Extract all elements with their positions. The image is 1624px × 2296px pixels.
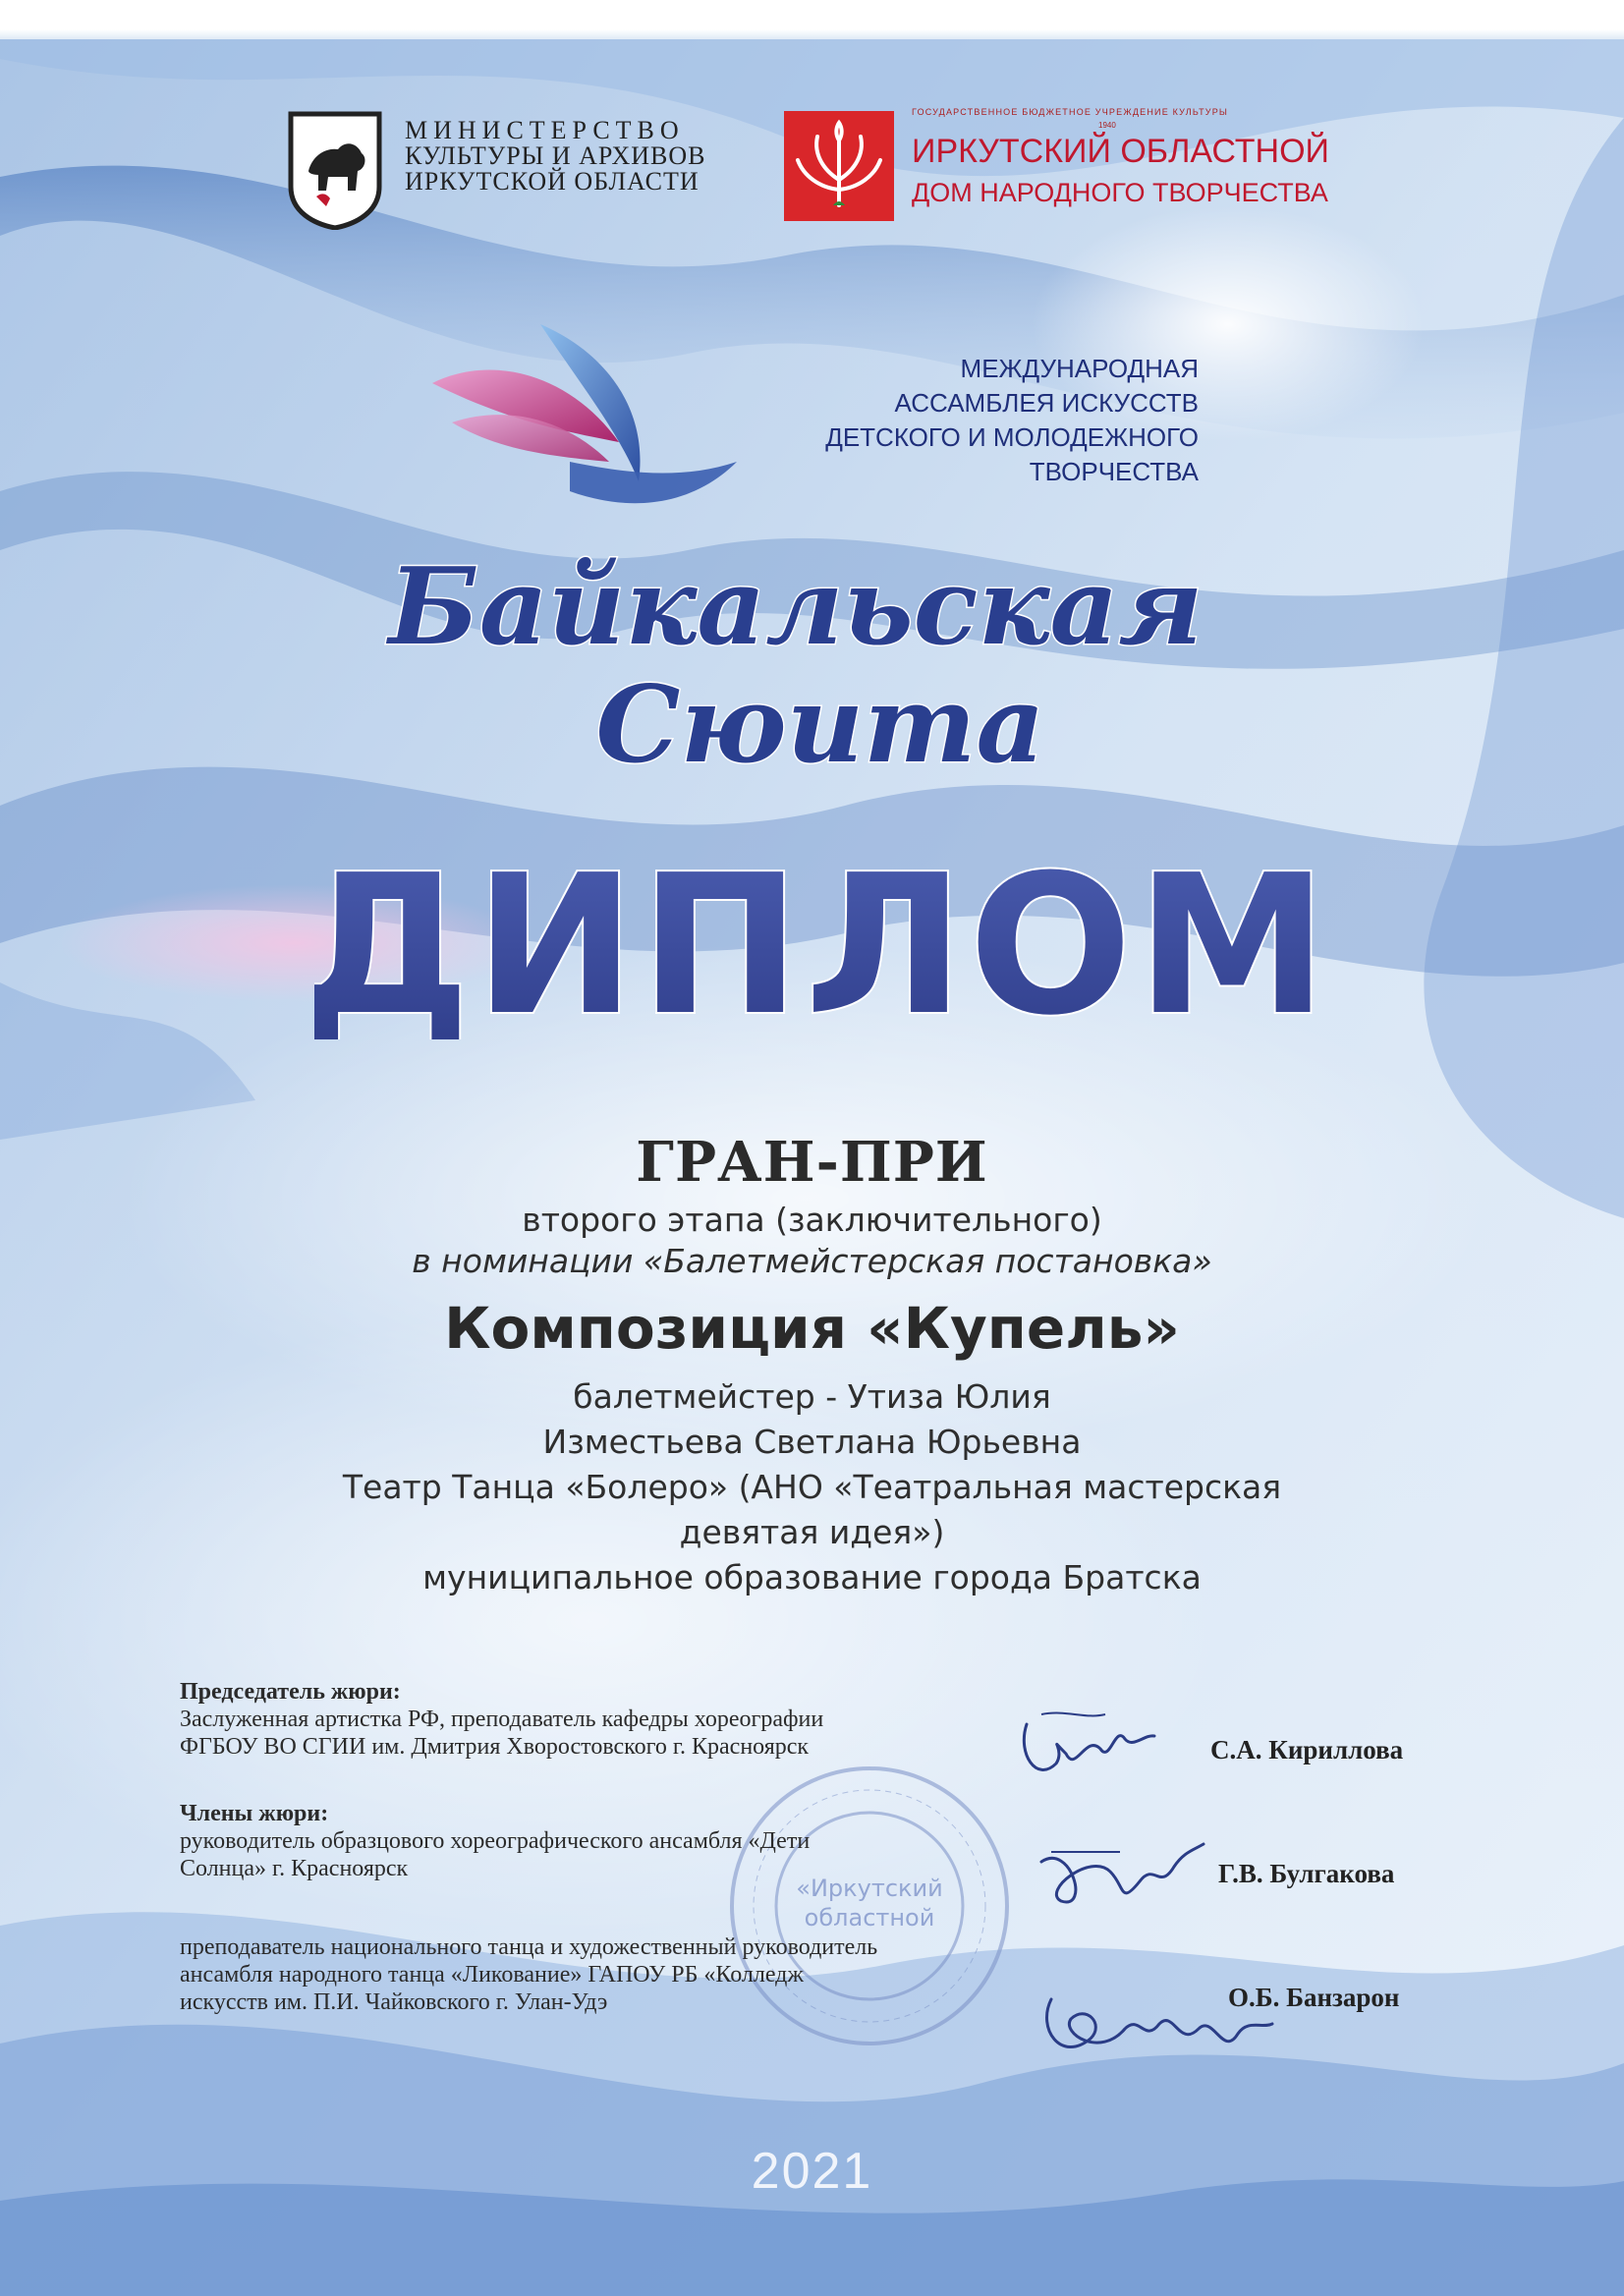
festival-title-line-2: Сюита bbox=[595, 663, 1045, 787]
stamp-line-2: областной bbox=[804, 1904, 935, 1932]
award-title: ГРАН-ПРИ bbox=[636, 1130, 988, 1195]
chair-heading: Председатель жюри: bbox=[180, 1679, 401, 1705]
jury-chair-block bbox=[180, 1678, 966, 1761]
diploma-title-text: ДИПЛОМ bbox=[314, 843, 1316, 1039]
stage-text: второго этапа (заключительного) bbox=[522, 1201, 1102, 1239]
assembly-line-3: ДЕТСКОГО И МОЛОДЕЖНОГО bbox=[825, 422, 1199, 452]
member2-name: О.Б. Банзарон bbox=[1228, 1983, 1400, 2012]
work-title: Композиция «Купель» bbox=[444, 1295, 1180, 1362]
house-founded-year: 1940 bbox=[1098, 121, 1116, 130]
detail-line-3: Театр Танца «Болеро» (АНО «Театральная мастерская bbox=[342, 1468, 1282, 1506]
house-of-folk-art-header bbox=[784, 103, 1334, 231]
footer-year: 2021 bbox=[751, 2143, 873, 2200]
festival-title-line-1: Байкальская bbox=[388, 545, 1204, 669]
chair-signature bbox=[1007, 1695, 1164, 1803]
house-name-line-2: ДОМ НАРОДНОГО ТВОРЧЕСТВА bbox=[912, 178, 1328, 207]
chair-name: С.А. Кириллова bbox=[1210, 1735, 1404, 1764]
ministry-line-1: МИНИСТЕРСТВО bbox=[405, 116, 685, 144]
jury-member-1-block bbox=[180, 1800, 966, 1882]
irkutsk-coat-of-arms-icon bbox=[287, 110, 383, 230]
member2-desc-line-3: искусств им. П.И. Чайковского г. Улан-Удэ bbox=[180, 1989, 608, 2015]
detail-line-2: Изместьева Светлана Юрьевна bbox=[542, 1423, 1082, 1461]
member1-signature bbox=[1032, 1822, 1208, 1921]
ministry-header bbox=[287, 110, 709, 238]
assembly-line-4: ТВОРЧЕСТВА bbox=[1029, 457, 1199, 486]
folk-flower-logo-icon bbox=[784, 111, 894, 221]
chair-desc-line-1: Заслуженная артистка РФ, преподаватель кафедры хореографии bbox=[180, 1707, 824, 1732]
members-heading: Члены жюри: bbox=[180, 1801, 329, 1826]
house-name-line-1: ИРКУТСКИЙ ОБЛАСТНОЙ bbox=[912, 133, 1329, 170]
member1-desc-line-2: Солнца» г. Красноярск bbox=[180, 1856, 409, 1881]
stamp-line-1: «Иркутский bbox=[796, 1875, 943, 1902]
member1-desc-line-1: руководитель образцового хореографического ансамбля «Дети bbox=[180, 1828, 811, 1854]
detail-line-5: муниципальное образование города Братска bbox=[422, 1558, 1202, 1596]
detail-line-4: девятая идея») bbox=[679, 1513, 945, 1551]
assembly-line-2: АССАМБЛЕЯ ИСКУССТВ bbox=[894, 388, 1199, 418]
member2-desc-line-1: преподаватель национального танца и художественный руководитель bbox=[180, 1934, 878, 1960]
house-supertitle: ГОСУДАРСТВЕННОЕ БЮДЖЕТНОЕ УЧРЕЖДЕНИЕ КУЛЬТУРЫ bbox=[912, 107, 1229, 117]
bird-wing-icon bbox=[422, 314, 747, 550]
member1-name: Г.В. Булгакова bbox=[1218, 1859, 1395, 1888]
detail-line-1: балетмейстер - Утиза Юлия bbox=[573, 1377, 1051, 1416]
assembly-title bbox=[766, 352, 1199, 489]
diploma-title bbox=[314, 843, 1316, 1039]
ministry-line-3: ИРКУТСКОЙ ОБЛАСТИ bbox=[405, 167, 700, 196]
member2-desc-line-2: ансамбля народного танца «Ликование» ГАПОУ РБ «Колледж bbox=[180, 1962, 804, 1988]
chair-desc-line-2: ФГБОУ ВО СГИИ им. Дмитрия Хворостовского г. Красноярск bbox=[180, 1734, 810, 1760]
festival-title bbox=[373, 535, 1218, 791]
jury-member-2-block bbox=[180, 1933, 1025, 2016]
assembly-line-1: МЕЖДУНАРОДНАЯ bbox=[960, 354, 1199, 383]
ministry-line-2: КУЛЬТУРЫ И АРХИВОВ bbox=[405, 141, 706, 170]
nomination-text: в номинации «Балетмейстерская постановка» bbox=[412, 1242, 1212, 1280]
